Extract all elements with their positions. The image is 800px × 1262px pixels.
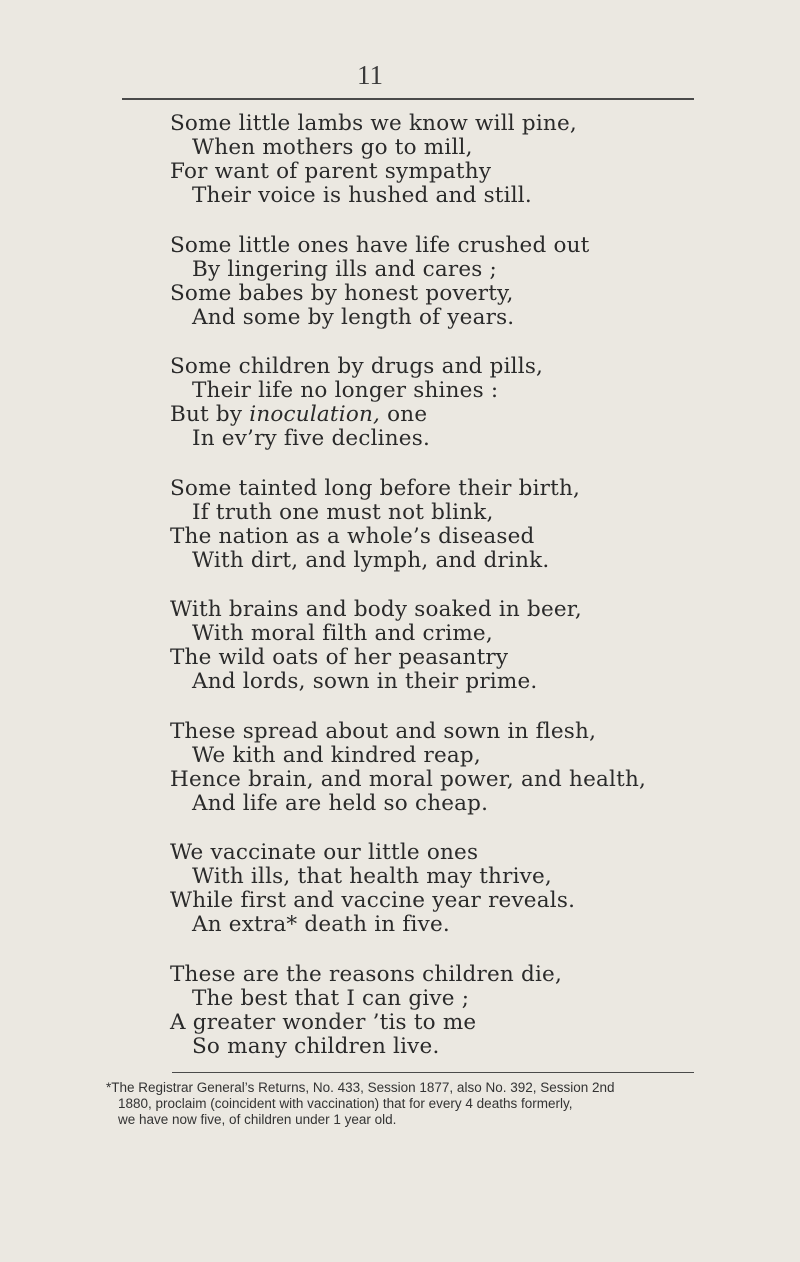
header-rule <box>122 98 694 100</box>
poem-line: We kith and kindred reap, <box>192 742 481 768</box>
poem-line <box>170 403 760 427</box>
poem-line: We vaccinate our little ones <box>170 840 479 865</box>
poem-line: With brains and body soaked in beer, <box>170 597 582 622</box>
poem-line: An extra* death in five. <box>192 912 450 937</box>
poem-line: Some little lambs we know will pine, <box>170 111 577 136</box>
poem-line: Some children by drugs and pills, <box>170 354 544 379</box>
poem-line: While first and vaccine year reveals. <box>170 888 576 913</box>
poem-line-text: one <box>387 402 428 427</box>
poem-line: A greater wonder ’tis to me <box>170 1009 477 1035</box>
poem-line: And life are held so cheap. <box>192 790 489 816</box>
poem-line: And lords, sown in their prime. <box>192 669 538 694</box>
footnote-rule <box>172 1072 694 1073</box>
footnote <box>106 1080 696 1128</box>
poem-line: By lingering ills and cares ; <box>192 256 497 282</box>
poem-line: Hence brain, and moral power, and health, <box>170 766 647 792</box>
poem-line: Their voice is hushed and still. <box>192 183 532 208</box>
stanza-6 <box>170 720 760 816</box>
poem-line: The wild oats of her peasantry <box>170 645 509 670</box>
footnote-line: 1880, proclaim (coincident with vaccination) that for every 4 deaths formerly, <box>118 1096 573 1111</box>
poem-line: Some babes by honest poverty, <box>170 280 514 306</box>
poem-line: These spread about and sown in flesh, <box>170 718 597 744</box>
stanza-8 <box>170 963 760 1059</box>
stanza-7 <box>170 841 760 937</box>
poem-line: The best that I can give ; <box>192 985 470 1011</box>
poem-line: With ills, that health may thrive, <box>192 864 552 889</box>
stanza-4 <box>170 477 760 573</box>
poem-line: So many children live. <box>192 1033 440 1059</box>
stanza-5 <box>170 598 760 694</box>
poem-line: Their life no longer shines : <box>192 378 499 403</box>
poem-line: With moral filth and crime, <box>192 621 493 646</box>
poem-line: If truth one must not blink, <box>192 499 494 525</box>
footnote-line: *The Registrar General’s Returns, No. 433, Session 1877, also No. 392, Session 2nd <box>106 1080 615 1095</box>
stanza-3 <box>170 355 760 451</box>
stanza-2 <box>170 234 760 330</box>
poem-line-text: But by <box>170 402 243 427</box>
poem-line: When mothers go to mill, <box>192 135 473 160</box>
footnote-line: we have now five, of children under 1 year old. <box>118 1112 397 1127</box>
page-number: 11 <box>357 60 383 90</box>
poem-line: For want of parent sympathy <box>170 159 492 184</box>
poem <box>170 112 760 1084</box>
poem-line: With dirt, and lymph, and drink. <box>192 547 550 573</box>
poem-line: And some by length of years. <box>192 304 515 330</box>
poem-line-emphasis: inoculation, <box>249 402 381 427</box>
poem-line: Some tainted long before their birth, <box>170 475 581 501</box>
poem-line: These are the reasons children die, <box>170 961 562 987</box>
stanza-1 <box>170 112 760 208</box>
poem-line: Some little ones have life crushed out <box>170 232 590 258</box>
poem-line: In ev’ry five declines. <box>192 426 430 451</box>
poem-line: The nation as a whole’s diseased <box>170 523 535 549</box>
